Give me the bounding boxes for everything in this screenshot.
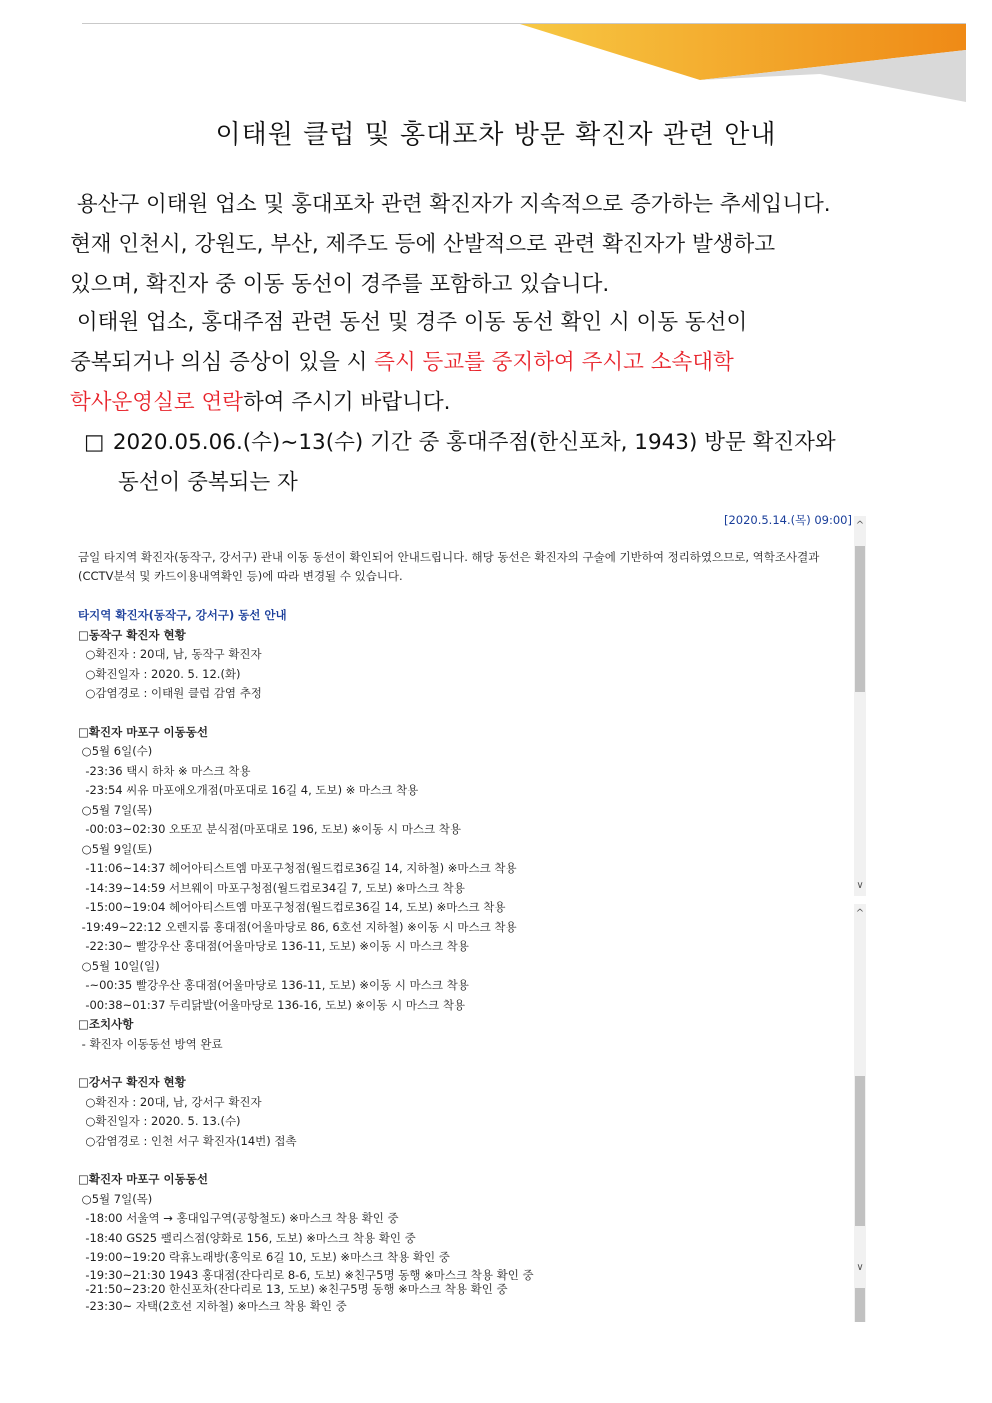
date-line: ○5월 7일(목) — [81, 802, 153, 817]
info-line: ○확진자 : 20대, 남, 강서구 확진자 — [85, 1094, 262, 1109]
notice-date: [2020.5.14.(목) 09:00] — [723, 513, 852, 527]
info-line: ○감염경로 : 이태원 클럽 감염 추정 — [85, 686, 262, 700]
route-line: -18:40 GS25 팰리스점(양화로 156, 도보) ※마스크 착용 확인 중 — [85, 1230, 416, 1245]
route-line: -15:00~19:04 헤어아티스트엠 마포구청점(월드컵로36길 14, 도보) ※마스크 착용 — [85, 900, 506, 914]
route-line: -19:30~21:30 1943 홍대점(잔다리로 8-6, 도보) ※친구5명 동행 ※마스크 착용 확인 중 — [85, 1267, 534, 1282]
warning-text: 즉시 등교를 중지하여 주시고 소속대학 — [374, 350, 734, 375]
route-line: -~00:35 빨강우산 홍대점(어울마당로 136-11, 도보) ※이동 시 마스크 착용 — [85, 978, 469, 992]
section-heading: □확진자 마포구 이동동선 — [78, 1172, 208, 1186]
route-line: -14:39~14:59 서브웨이 마포구청점(월드컵로34길 7, 도보) ※마스크 착용 — [85, 880, 465, 895]
info-line: ○확진일자 : 2020. 5. 13.(수) — [85, 1114, 241, 1128]
para1-line3: 있으며, 확진자 중 이동 동선이 경주를 포함하고 있습니다. — [70, 272, 610, 297]
date-line: ○5월 9일(토) — [81, 841, 153, 856]
scroll-up-arrow-icon[interactable]: ^ — [855, 908, 865, 919]
scroll-down-arrow-icon[interactable]: ∨ — [856, 880, 864, 891]
para2-line3: 학사운영실로 연락하여 주시기 바랍니다. — [70, 390, 451, 415]
info-line: ○확진일자 : 2020. 5. 12.(화) — [85, 666, 241, 681]
warning-text-contact: 학사운영실로 연락 — [70, 390, 243, 415]
para1-line2: 현재 인천시, 강원도, 부산, 제주도 등에 산발적으로 관련 확진자가 발생하고 — [70, 232, 776, 257]
embedded-notice-screenshot — [72, 508, 868, 1322]
notice-subtitle: 타지역 확진자(동작구, 강서구) 동선 안내 — [78, 608, 287, 622]
checkbox-square-icon: □ — [84, 430, 105, 455]
info-line: ○감염경로 : 인천 서구 확진자(14번) 접촉 — [85, 1133, 297, 1148]
scrollbar-lower[interactable] — [854, 904, 866, 1322]
route-line: -23:30~ 자택(2호선 지하철) ※마스크 착용 확인 중 — [85, 1298, 347, 1313]
route-line: -22:30~ 빨강우산 홍대점(어울마당로 136-11, 도보) ※이동 시 마스크 착용 — [85, 939, 469, 953]
date-line: ○5월 10일(일) — [81, 958, 160, 973]
scroll-down-arrow-icon[interactable]: ∨ — [856, 1262, 864, 1273]
route-line: -19:00~19:20 락휴노래방(홍익로 6길 10, 도보) ※마스크 착용 확인 중 — [85, 1250, 450, 1264]
route-line: -00:38~01:37 두리닭발(어울마당로 136-16, 도보) ※이동 시 마스크 착용 — [85, 997, 466, 1012]
scrollbar-upper[interactable] — [854, 516, 866, 896]
route-line: -11:06~14:37 헤어아티스트엠 마포구청점(월드컵로36길 14, 지하철) ※마스크 착용 — [85, 861, 517, 875]
paragraph-intro — [70, 185, 930, 305]
date-line: ○5월 7일(목) — [81, 1191, 153, 1206]
info-line: - 확진자 이동동선 방역 완료 — [81, 1036, 223, 1051]
notice-body — [78, 548, 852, 1316]
route-line: -23:54 씨유 마포애오개점(마포대로 16길 4, 도보) ※ 마스크 착용 — [85, 783, 419, 797]
section-heading: □동작구 확진자 현황 — [78, 627, 186, 642]
route-line: -18:00 서울역 → 홍대입구역(공항철도) ※마스크 착용 확인 중 — [85, 1211, 399, 1225]
para2-line1: 이태원 업소, 홍대주점 관련 동선 및 경주 이동 동선 확인 시 이동 동선이 — [76, 310, 748, 335]
info-line: ○확진자 : 20대, 남, 동작구 확진자 — [85, 647, 262, 661]
section-heading: □조치사항 — [78, 1017, 134, 1031]
bullet-line1: 2020.05.06.(수)~13(수) 기간 중 홍대주점(한신포차, 1943) 방문 확진자와 — [112, 430, 836, 455]
bullet-criteria — [84, 423, 914, 503]
scroll-up-arrow-icon[interactable]: ^ — [855, 520, 865, 531]
para2-line2: 중복되거나 의심 증상이 있을 시 즉시 등교를 중지하여 주시고 소속대학 — [70, 350, 734, 375]
section-heading: □강서구 확진자 현황 — [78, 1075, 186, 1089]
section-heading: □확진자 마포구 이동동선 — [78, 724, 208, 739]
scrollbar-thumb[interactable] — [855, 546, 865, 692]
route-line: -21:50~23:20 한신포차(잔다리로 13, 도보) ※친구5명 동행 ※마스크 착용 확인 중 — [85, 1281, 508, 1296]
date-line: ○5월 6일(수) — [81, 744, 153, 758]
page-title: 이태원 클럽 및 홍대포차 방문 확진자 관련 안내 — [215, 120, 777, 150]
header-swoosh-graphic — [520, 22, 966, 102]
notice-intro: 금일 타지역 확진자(동작구, 강서구) 관내 이동 동선이 확인되어 안내드립니다. 해당 동선은 확진자의 구술에 기반하여 정리하였으므로, 역학조사결과(CCTV분석 및 카드이용내역확인 등)에 따라 변경될 수 있습니다. — [78, 550, 820, 583]
route-line: -23:36 택시 하차 ※ 마스크 착용 — [85, 763, 251, 778]
route-line: -19:49~22:12 오렌지룸 홍대점(어울마당로 86, 6호선 지하철) ※이동 시 마스크 착용 — [81, 919, 517, 934]
paragraph-instruction — [70, 303, 930, 423]
scrollbar-thumb-secondary[interactable] — [855, 1288, 865, 1322]
bullet-line2: 동선이 중복되는 자 — [118, 470, 298, 495]
scrollbar-thumb[interactable] — [855, 1076, 865, 1226]
para1-line1: 용산구 이태원 업소 및 홍대포차 관련 확진자가 지속적으로 증가하는 추세입니다. — [76, 192, 831, 217]
route-line: -00:03~02:30 오또꼬 분식점(마포대로 196, 도보) ※이동 시 마스크 착용 — [85, 822, 462, 836]
